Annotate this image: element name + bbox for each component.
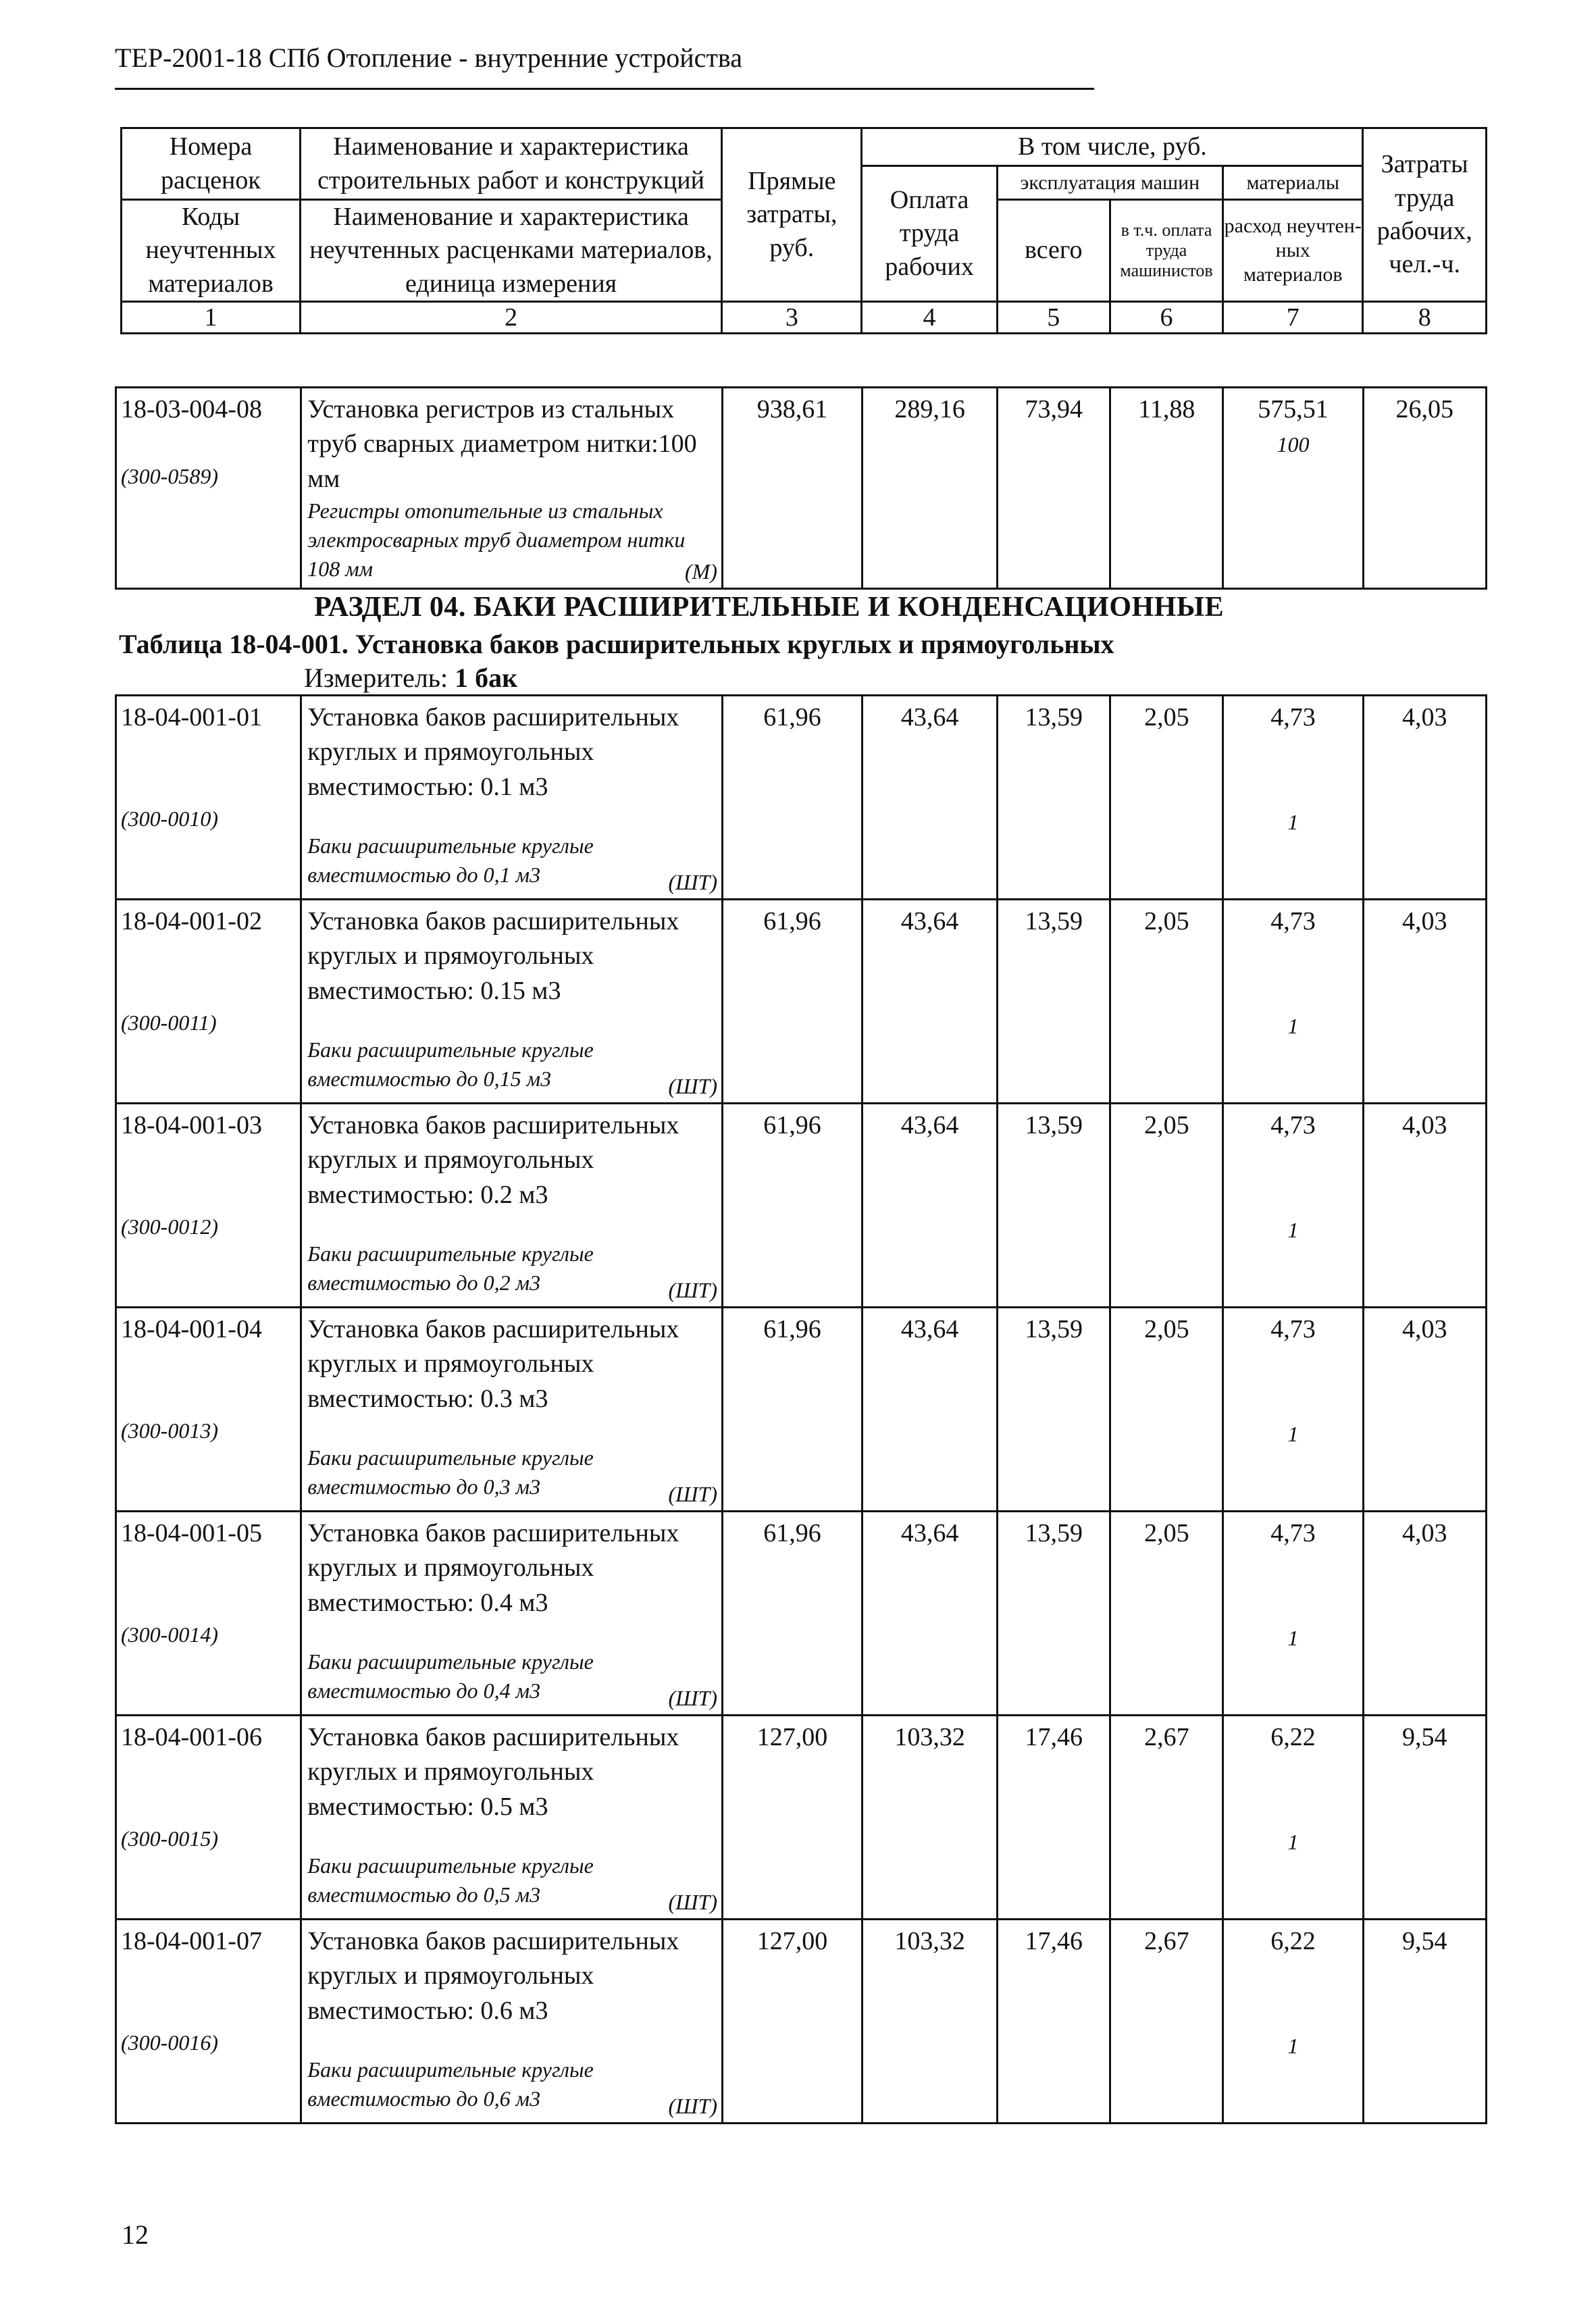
labor-hours: 9,54 [1363, 1716, 1487, 1920]
measure-label: Измеритель: [304, 663, 448, 693]
first-row-table [115, 386, 1487, 590]
col-7-header: расход неучтен-ных материалов [1223, 200, 1363, 302]
rate-code: 18-04-001-05 [121, 1519, 262, 1547]
direct-costs: 127,00 [722, 1716, 862, 1920]
work-description: Установка баков расширительных круглых и прямоугольных вместимостью: 0.2 м3 [307, 1111, 679, 1209]
machinists-pay: 2,67 [1110, 1716, 1223, 1920]
material-code: (300-0011) [121, 1010, 217, 1035]
col-number: 1 [122, 302, 301, 334]
direct-costs: 61,96 [722, 1104, 862, 1308]
table-row [116, 1104, 1487, 1308]
labor-hours: 4,03 [1363, 1308, 1487, 1512]
work-description: Установка баков расширительных круглых и прямоугольных вместимостью: 0.4 м3 [307, 1519, 679, 1617]
labor-pay: 43,64 [863, 900, 998, 1104]
unit-label: (ШТ) [668, 2093, 717, 2118]
material-code: (300-0013) [121, 1418, 218, 1443]
machines-total: 17,46 [998, 1920, 1110, 2124]
material-code: (300-0014) [121, 1622, 218, 1647]
col-5-header: всего [997, 200, 1110, 302]
materials-cost: 6,22 [1270, 1723, 1316, 1751]
measure-line [304, 662, 517, 694]
material-description: Баки расширительные круглые вместимостью до 0,15 м3 [307, 1037, 594, 1091]
labor-hours: 4,03 [1363, 696, 1487, 900]
material-consumption: 1 [1287, 1625, 1299, 1650]
machines-total: 13,59 [998, 1512, 1110, 1716]
col-8-header: Затраты труда рабочих, чел.-ч. [1363, 128, 1487, 302]
work-description: Установка баков расширительных круглых и прямоугольных вместимостью: 0.6 м3 [307, 1927, 679, 2025]
materials-cost: 4,73 [1270, 1315, 1316, 1343]
measure-value: 1 бак [455, 663, 518, 693]
labor-pay: 289,16 [863, 388, 998, 589]
machines-total: 73,94 [998, 388, 1110, 589]
machinists-pay: 2,05 [1110, 696, 1223, 900]
material-description: Баки расширительные круглые вместимостью до 0,6 м3 [307, 2057, 594, 2111]
section-title: РАЗДЕЛ 04. БАКИ РАСШИРИТЕЛЬНЫЕ И КОНДЕНСАЦИОННЫЕ [314, 592, 1225, 623]
col-number: 6 [1110, 302, 1222, 334]
col-2-header-b: Наименование и характеристика неучтенных расценками материалов, единица измерения [300, 200, 721, 302]
col-4-header: Оплата труда рабочих [862, 166, 997, 302]
rate-code: 18-04-001-07 [121, 1927, 262, 1955]
material-consumption: 1 [1287, 1829, 1299, 1854]
machinists-pay: 2,05 [1110, 1308, 1223, 1512]
labor-pay: 43,64 [863, 1512, 998, 1716]
direct-costs: 938,61 [722, 388, 862, 589]
material-code: (300-0010) [121, 806, 218, 831]
materials-cost: 575,51 [1258, 395, 1329, 423]
group-header: В том числе, руб. [862, 128, 1363, 166]
material-consumption: 1 [1287, 1421, 1299, 1446]
col-1-header-a: Номера расценок [122, 128, 301, 200]
direct-costs: 61,96 [722, 900, 862, 1104]
machines-total: 13,59 [998, 1104, 1110, 1308]
material-description: Баки расширительные круглые вместимостью до 0,4 м3 [307, 1649, 594, 1703]
col-number: 7 [1223, 302, 1363, 334]
page-header: ТЕР-2001-18 СПб Отопление - внутренние устройства [115, 43, 742, 73]
rate-code: 18-04-001-04 [121, 1315, 262, 1343]
table-row [116, 1512, 1487, 1716]
material-description: Баки расширительные круглые вместимостью до 0,5 м3 [307, 1853, 594, 1907]
labor-hours: 4,03 [1363, 900, 1487, 1104]
header-rule [115, 88, 1094, 90]
materials-cost: 4,73 [1270, 1111, 1316, 1139]
unit-label: (ШТ) [668, 1073, 717, 1098]
table-title: Таблица 18-04-001. Установка баков расширительных круглых и прямоугольных [119, 629, 1114, 659]
direct-costs: 61,96 [722, 1512, 862, 1716]
direct-costs: 61,96 [722, 696, 862, 900]
labor-pay: 43,64 [863, 1308, 998, 1512]
unit-label: (М) [685, 559, 717, 584]
materials-cost: 6,22 [1270, 1927, 1316, 1955]
table-row [116, 900, 1487, 1104]
col-number: 8 [1363, 302, 1487, 334]
material-consumption: 1 [1287, 809, 1299, 834]
machines-total: 13,59 [998, 1308, 1110, 1512]
rates-table [115, 694, 1487, 2124]
table-row [116, 1920, 1487, 2124]
work-description: Установка регистров из стальных труб сварных диаметром нитки:100 мм [307, 395, 697, 493]
unit-label: (ШТ) [668, 1889, 717, 1914]
rate-code: 18-04-001-03 [121, 1111, 262, 1139]
material-consumption: 1 [1287, 1013, 1299, 1038]
direct-costs: 127,00 [722, 1920, 862, 2124]
table-row [116, 696, 1487, 900]
machinists-pay: 2,05 [1110, 1104, 1223, 1308]
page-number: 12 [122, 2219, 149, 2250]
unit-label: (ШТ) [668, 1277, 717, 1302]
unit-label: (ШТ) [668, 1481, 717, 1506]
materials-cost: 4,73 [1270, 1519, 1316, 1547]
materials-cost: 4,73 [1270, 907, 1316, 935]
machines-total: 17,46 [998, 1716, 1110, 1920]
direct-costs: 61,96 [722, 1308, 862, 1512]
material-consumption: 100 [1277, 432, 1310, 457]
machines-header: эксплуатация машин [997, 166, 1222, 200]
col-1-header-b: Коды неучтенных материалов [122, 200, 301, 302]
material-code: (300-0589) [121, 463, 218, 488]
labor-hours: 4,03 [1363, 1512, 1487, 1716]
machines-total: 13,59 [998, 696, 1110, 900]
work-description: Установка баков расширительных круглых и прямоугольных вместимостью: 0.1 м3 [307, 703, 679, 801]
table-row [116, 1716, 1487, 1920]
material-consumption: 1 [1287, 1217, 1299, 1242]
machinists-pay: 11,88 [1110, 388, 1223, 589]
materials-header: материалы [1223, 166, 1363, 200]
col-number: 2 [300, 302, 721, 334]
col-number: 3 [722, 302, 862, 334]
material-description: Регистры отопительные из стальных электросварных труб диаметром нитки 108 мм [307, 498, 686, 582]
material-code: (300-0016) [121, 2030, 218, 2055]
work-description: Установка баков расширительных круглых и прямоугольных вместимостью: 0.3 м3 [307, 1315, 679, 1413]
labor-pay: 103,32 [863, 1716, 998, 1920]
machines-total: 13,59 [998, 900, 1110, 1104]
material-code: (300-0012) [121, 1214, 218, 1239]
rate-code: 18-04-001-06 [121, 1723, 262, 1751]
labor-pay: 43,64 [863, 1104, 998, 1308]
material-code: (300-0015) [121, 1826, 218, 1851]
col-number: 4 [862, 302, 997, 334]
unit-label: (ШТ) [668, 1685, 717, 1710]
rate-code: 18-04-001-02 [121, 907, 262, 935]
material-consumption: 1 [1287, 2033, 1299, 2058]
materials-cost: 4,73 [1270, 703, 1316, 731]
table-row [116, 388, 1487, 589]
work-description: Установка баков расширительных круглых и прямоугольных вместимостью: 0.5 м3 [307, 1723, 679, 1821]
machinists-pay: 2,05 [1110, 1512, 1223, 1716]
material-description: Баки расширительные круглые вместимостью до 0,3 м3 [307, 1445, 594, 1499]
labor-hours: 9,54 [1363, 1920, 1487, 2124]
labor-hours: 4,03 [1363, 1104, 1487, 1308]
rate-code: 18-03-004-08 [121, 395, 262, 423]
col-2-header-a: Наименование и характеристика строительных работ и конструкций [300, 128, 721, 200]
machinists-pay: 2,67 [1110, 1920, 1223, 2124]
machinists-pay: 2,05 [1110, 900, 1223, 1104]
labor-pay: 43,64 [863, 696, 998, 900]
work-description: Установка баков расширительных круглых и прямоугольных вместимостью: 0.15 м3 [307, 907, 679, 1005]
table-row [116, 1308, 1487, 1512]
col-6-header: в т.ч. оплата труда машинистов [1110, 200, 1222, 302]
col-number: 5 [997, 302, 1110, 334]
column-header-table [120, 127, 1487, 334]
labor-pay: 103,32 [863, 1920, 998, 2124]
col-3-header: Прямые затраты, руб. [722, 128, 862, 302]
material-description: Баки расширительные круглые вместимостью до 0,1 м3 [307, 833, 594, 888]
unit-label: (ШТ) [668, 869, 717, 894]
material-description: Баки расширительные круглые вместимостью до 0,2 м3 [307, 1241, 594, 1295]
labor-hours: 26,05 [1363, 388, 1487, 589]
rate-code: 18-04-001-01 [121, 703, 262, 731]
